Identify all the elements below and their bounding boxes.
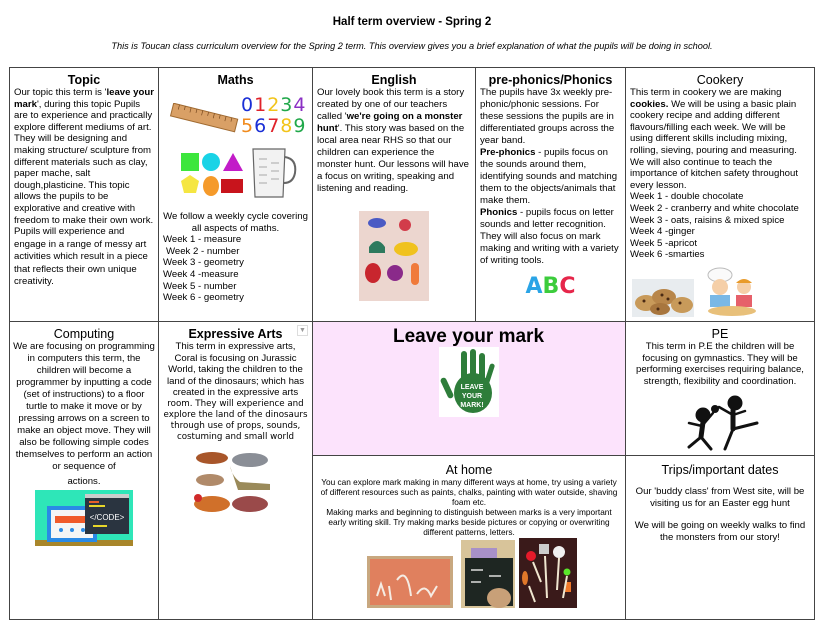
cookery-week: Week 6 -smarties <box>630 249 705 261</box>
expressive-arts-text: This term in expressive arts, Coral is focusing on Jurassic World, taking the children to the land of the dinosaurs; which has created in the expressive arts <box>166 341 305 398</box>
measuring-jug-image <box>249 145 299 201</box>
cookery-text-part: We will be using a basic plain cookery recipe and adding different flavours/filling each week. We will be using different skills including mixing, rolling, sieving, pouring and measuring. We will also continue to teach the importance of kitchen safety throughout every lesson. <box>630 98 798 191</box>
pre-phonics-label: Pre-phonics <box>480 147 536 158</box>
maths-week: Week 3 - geometry <box>163 257 244 269</box>
english-book-title: we're going on a monster hunt <box>317 111 463 134</box>
svg-text:LEAVE: LEAVE <box>460 383 483 391</box>
english-text-part: Our lovely book this term is a story created by one of our teachers called ' <box>317 87 465 122</box>
expressive-arts-cell <box>159 322 312 619</box>
trips-cell <box>626 456 814 619</box>
code-label: </CODE> <box>89 512 125 522</box>
at-home-images <box>319 538 619 608</box>
pe-text: This term in P.E the children will be focusing on gymnastics. They will be performing exercises requiring balance, strength, flexibility and coordination. <box>636 341 804 387</box>
cookery-week: Week 1 - double chocolate <box>630 191 744 203</box>
trips-para-1: Our 'buddy class' from West site, will be visiting us for an Easter egg hunt <box>635 486 805 509</box>
abc-letter: A <box>525 274 543 299</box>
page-subtitle: This is Toucan class curriculum overview for the Spring 2 term. This overview gives you a brief explanation of what the pupils will be doing in school. <box>111 41 713 51</box>
maths-week: Week 4 -measure <box>163 268 239 280</box>
cookery-text-part: This term in cookery we are making <box>630 87 782 98</box>
topic-heading: Topic <box>67 73 101 87</box>
center-cell <box>312 321 625 455</box>
maths-week: Week 6 - geometry <box>163 292 244 304</box>
dinosaurs-image <box>190 448 282 516</box>
coding-image <box>35 490 133 546</box>
numbers-image <box>241 95 306 137</box>
phonics-heading: pre-phonics/Phonics <box>488 73 613 87</box>
computing-text: We are focusing on programming in computers this term, the children will become a programmer by inputting a code (set of instructions) to a floor turtle to make it move or by pressing arrows on a screen to make an object move. They will also be following simple codes themselves to perform an action or sequence of <box>13 341 155 472</box>
cookery-text <box>630 87 810 191</box>
dropdown-arrow-icon[interactable]: ▼ <box>297 325 308 336</box>
maths-heading: Maths <box>217 73 254 87</box>
cookery-cell <box>626 68 814 321</box>
monster-drawings-image <box>359 211 429 301</box>
abc-letter: C <box>559 274 576 299</box>
salt-tray-writing-image <box>367 556 453 608</box>
topic-cell <box>10 68 158 321</box>
ruler-image <box>169 103 239 133</box>
cookery-images <box>630 267 810 317</box>
chef-kids-image <box>702 267 762 317</box>
computing-text-end: actions. <box>67 476 101 487</box>
center-heading: Leave your mark <box>392 326 545 347</box>
computing-cell <box>10 322 158 619</box>
digits-row-2: 56789 <box>241 115 307 137</box>
pre-phonics-desc: - pupils focus on the sounds around them, identifying sounds and matching them to the objects/animals that make them. <box>480 147 618 206</box>
expressive-arts-heading: Expressive Arts <box>188 327 283 341</box>
trips-para-2: We will be going on weekly walks to find the monsters from our story! <box>634 520 806 543</box>
phonics-intro: The pupils have 3x weekly pre-phonic/phonic sessions. For these sessions the pupils are in differentiated groups across the year band. <box>480 87 615 146</box>
cookery-week: Week 3 - oats, raisins & mixed spice <box>630 214 785 226</box>
topic-intro <box>14 87 154 226</box>
gymnastics-children-image <box>675 393 765 453</box>
topic-name: leave your mark <box>14 87 154 110</box>
pe-heading: PE <box>711 327 729 341</box>
english-text <box>317 87 471 195</box>
maths-week: Week 1 - measure <box>163 234 242 246</box>
maths-intro: We follow a weekly cycle covering all aspects of maths. <box>163 211 308 234</box>
phonics-desc: - pupils focus on letter sounds and letter recognition. They will also focus on mark making and writing with a variety of writing tools. <box>480 207 619 266</box>
english-cell <box>313 68 475 321</box>
english-heading: English <box>371 73 417 87</box>
painting-tools-image <box>519 538 577 608</box>
cookery-week: Week 4 -ginger <box>630 226 695 238</box>
phonics-text <box>480 207 621 267</box>
page-title: Half term overview - Spring 2 <box>332 16 492 28</box>
shapes-image <box>181 153 243 197</box>
phonics-cell <box>476 68 625 321</box>
cookies-image <box>632 279 694 317</box>
at-home-para-2: Making marks and beginning to distinguish between marks is a very important early writing skill. Try making marks beside pictures or copying or overwriting different patterns, letters. <box>326 507 612 537</box>
at-home-cell <box>313 456 625 619</box>
maths-week-list <box>163 234 308 304</box>
topic-intro-text: Our topic this term is ' <box>14 87 107 98</box>
chalkboard-image <box>461 540 515 608</box>
topic-intro-text: ', during this topic Pupils are to experience and practically explore different mediums of art. They will be designing and making structure/ sculpture from different materials such as clay, paper mache, salt dough,plasticine. This topic allows the pupils to be explorative and creative with freedom to make their own work. <box>14 98 154 226</box>
maths-images <box>163 95 308 203</box>
english-text-part: '. This story was based on the local area near RHS so that our children can experience the monster hunt. Our lessons will have a focus on writing, speaking and listening and reading. <box>317 123 469 194</box>
topic-para2: Pupils will experience and engage in a range of messy art activities which result in a piece that reflects their own unique creativity. <box>14 226 148 288</box>
pre-phonics-text <box>480 147 621 207</box>
cookery-week: Week 2 - cranberry and white chocolate <box>630 202 799 214</box>
cookery-week: Week 5 -apricot <box>630 237 698 249</box>
maths-cell <box>159 68 312 321</box>
maths-week: Week 2 - number <box>166 245 240 257</box>
abc-image <box>480 275 621 299</box>
cookery-heading: Cookery <box>696 73 744 87</box>
digits-row-1: 01234 <box>241 94 307 116</box>
computing-heading: Computing <box>53 327 115 341</box>
svg-text:MARK!: MARK! <box>459 401 484 409</box>
grid-line <box>9 619 815 620</box>
grid-line <box>814 67 815 620</box>
expressive-arts-text-2: room. They will experience and explore the land of the dinosaurs through use of props, sounds, costuming and small world <box>163 398 308 443</box>
svg-text:YOUR: YOUR <box>461 392 482 400</box>
phonics-label: Phonics <box>480 207 518 218</box>
pe-cell <box>626 322 814 455</box>
at-home-heading: At home <box>445 463 493 477</box>
at-home-para-1: You can explore mark making in many different ways at home, try using a variety of different resources such as paints, chalks, painting with water outside, shaving foam etc. <box>320 477 618 507</box>
cookery-item: cookies. <box>630 98 669 110</box>
trips-heading: Trips/important dates <box>661 463 779 477</box>
leave-your-mark-hand-logo <box>439 347 499 417</box>
maths-week: Week 5 - number <box>163 280 237 292</box>
cookery-week-list <box>630 191 810 261</box>
abc-letter: B <box>542 274 560 299</box>
